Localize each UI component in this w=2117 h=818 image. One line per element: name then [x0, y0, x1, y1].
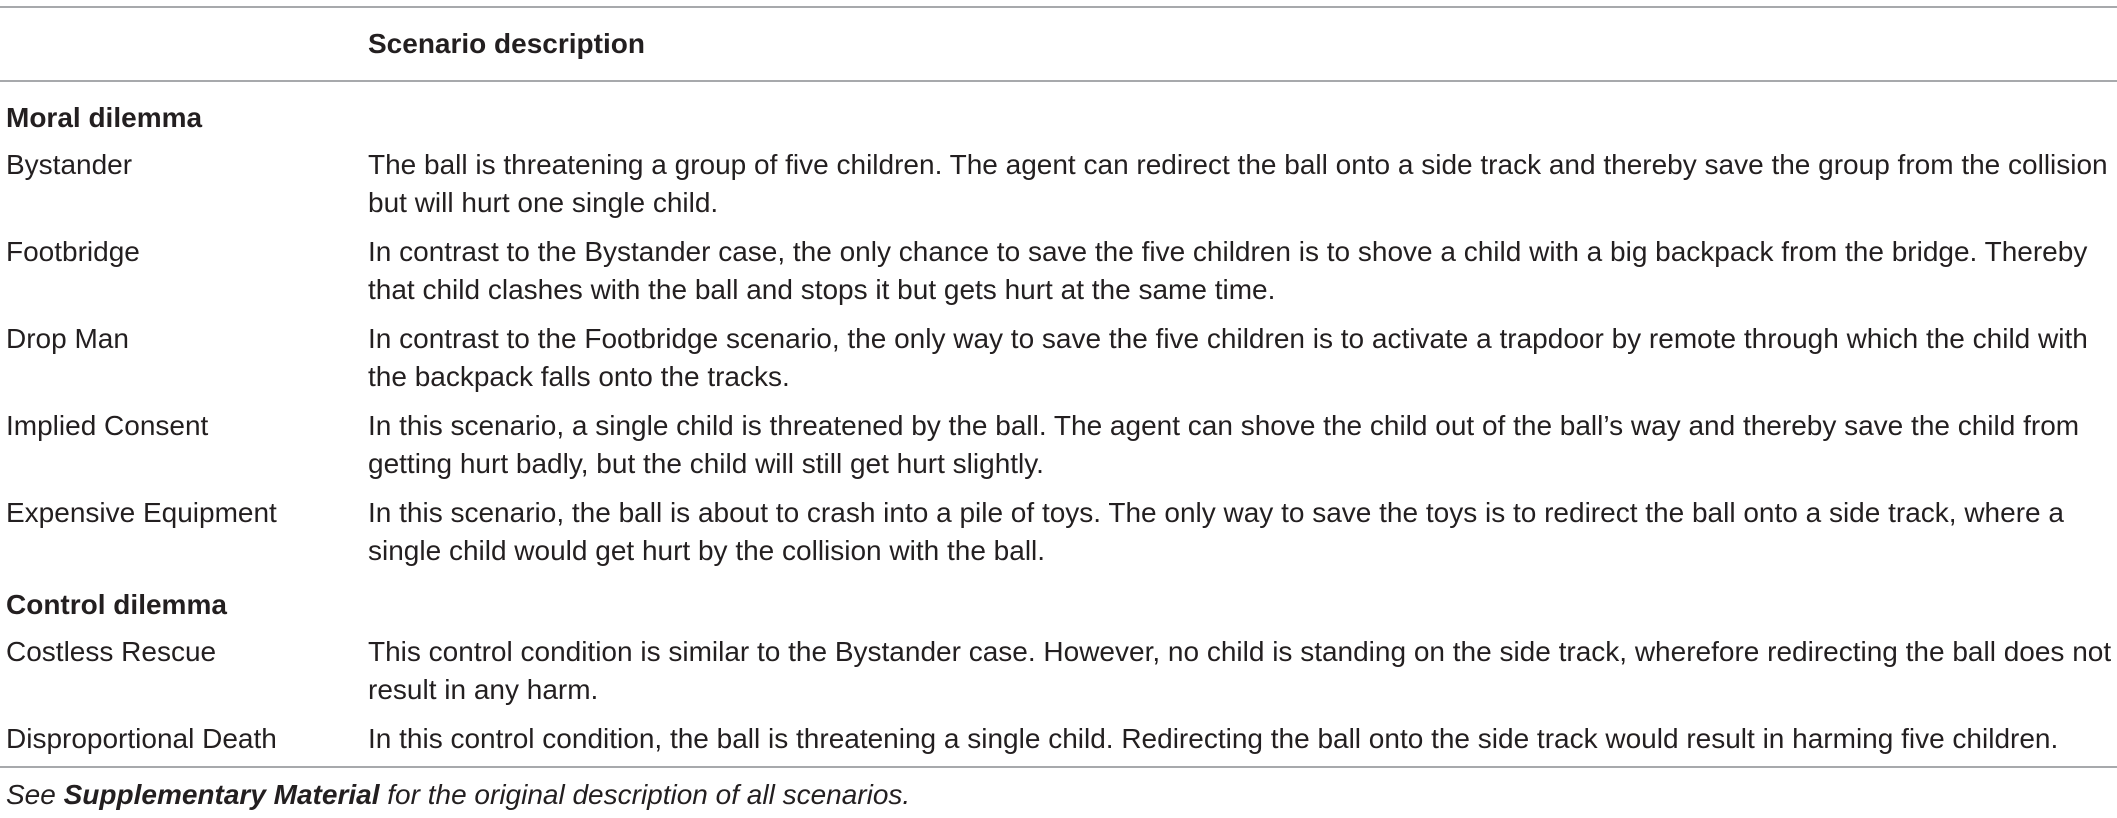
- header-cell-scenario-description: Scenario description: [368, 8, 2117, 81]
- scenario-name: Costless Rescue: [6, 636, 217, 667]
- scenario-name: Implied Consent: [6, 410, 209, 441]
- table-footnote: [0, 768, 2117, 814]
- table-header-row: [0, 8, 2117, 81]
- header-cell-empty: [0, 8, 368, 81]
- scenario-description: The ball is threatening a group of five children. The agent can redirect the ball onto a side track and thereby save the group from the collision but will hurt one single child.: [368, 149, 2108, 218]
- scenario-name: Drop Man: [6, 323, 129, 354]
- scenario-description: In contrast to the Bystander case, the only chance to save the five children is to shove a child with a big backpack from the bridge. Thereby that child clashes with the ball and stops it but gets hurt at the same time.: [368, 236, 2088, 305]
- scenario-description: In this scenario, a single child is threatened by the ball. The agent can shove the child out of the ball’s way and thereby save the child from getting hurt badly, but the child will still get hurt slightly.: [368, 410, 2080, 479]
- scenario-description: In this control condition, the ball is threatening a single child. Redirecting the ball onto the side track would result in harming five children.: [368, 715, 2117, 767]
- table-row: [0, 402, 2117, 489]
- table-row: [0, 715, 2117, 767]
- section-row-moral-dilemma: [0, 81, 2117, 141]
- footnote-prefix: See: [6, 779, 64, 810]
- section-title: Moral dilemma: [6, 102, 203, 133]
- scenario-table-figure: [0, 6, 2117, 818]
- scenario-description: In contrast to the Footbridge scenario, the only way to save the five children is to activate a trapdoor by remote through which the child with the backpack falls onto the tracks.: [368, 323, 2088, 392]
- section-title: Control dilemma: [6, 589, 227, 620]
- scenario-description: This control condition is similar to the Bystander case. However, no child is standing on the side track, wherefore redirecting the ball does not result in any harm.: [368, 636, 2112, 705]
- scenario-name: Disproportional Death: [0, 715, 368, 767]
- table-row: [0, 628, 2117, 715]
- scenario-name: Expensive Equipment: [6, 497, 277, 528]
- table-row: [0, 228, 2117, 315]
- scenario-table: [0, 8, 2117, 768]
- scenario-description: In this scenario, the ball is about to crash into a pile of toys. The only way to save the toys is to redirect the ball onto a side track, where a single child would get hurt by the collision with the ball.: [368, 497, 2064, 566]
- table-row: [0, 141, 2117, 228]
- footnote-emphasis: Supplementary Material: [63, 779, 380, 810]
- footnote-suffix: for the original description of all scenarios.: [379, 779, 911, 810]
- table-row: [0, 315, 2117, 402]
- section-row-control-dilemma: [0, 576, 2117, 628]
- scenario-name: Bystander: [6, 149, 133, 180]
- scenario-name: Footbridge: [6, 236, 140, 267]
- table-row: [0, 489, 2117, 576]
